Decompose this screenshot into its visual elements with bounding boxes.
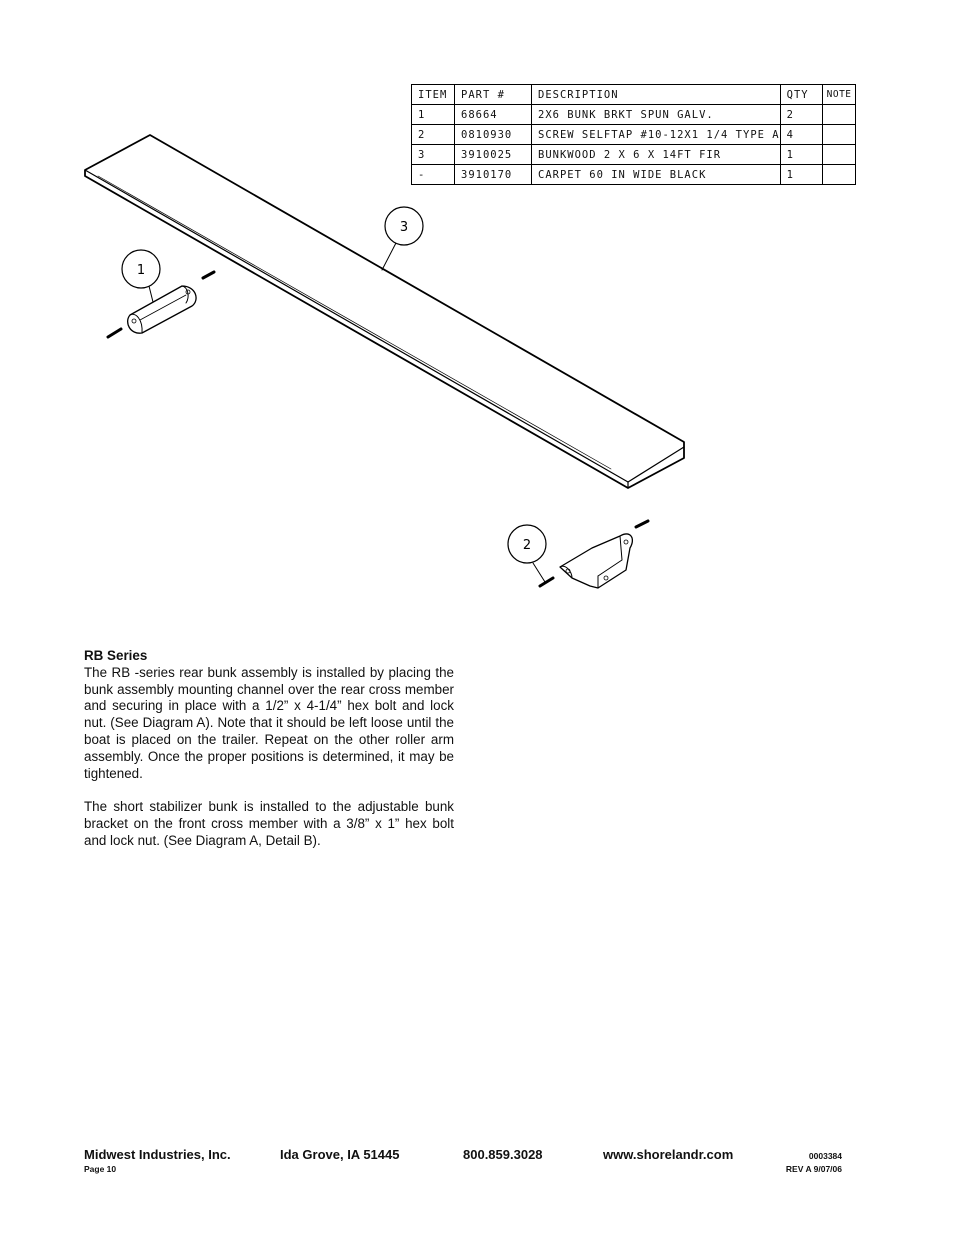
footer-website[interactable]: www.shorelandr.com [603, 1147, 734, 1162]
bracket-right-drawing [560, 534, 632, 588]
row-qty: 1 [780, 165, 822, 185]
row-item: 2 [412, 125, 455, 145]
row-description: BUNKWOOD 2 X 6 X 14FT FIR [532, 145, 781, 165]
callout-label-1: 1 [136, 263, 146, 278]
callout-label-3: 3 [399, 220, 409, 235]
leader-line-3 [382, 241, 397, 270]
paragraph-stabilizer-bunk: The short stabilizer bunk is installed to the adjustable bunk bracket on the front cross member with a 3/8” x 1” hex bolt and lock nut. (See Diagram A, Detail B). [84, 799, 454, 848]
screw-left-upper [203, 272, 214, 278]
section-heading: RB Series [84, 648, 148, 663]
row-description: 2X6 BUNK BRKT SPUN GALV. [532, 105, 781, 125]
footer-city: Ida Grove, IA 51445 [280, 1147, 400, 1162]
row-item: 1 [412, 105, 455, 125]
row-item: 3 [412, 145, 455, 165]
paragraph-rear-bunk: The RB -series rear bunk assembly is installed by placing the bunk assembly mounting channel over the rear cross member and securing in place with a 1/2” x 4-1/4” hex bolt and lock nut. (See Diagram A). Note that it should be left loose until the boat is placed on the trailer. Repeat on the other roller arm assembly. Once the proper positions is determined, it may be tightened. [84, 664, 454, 781]
footer-doc-number: 0003384 [808, 1151, 842, 1161]
header-note: NOTE [822, 85, 855, 105]
screw-right-upper [636, 521, 648, 527]
instructions-text [84, 648, 454, 850]
row-qty: 2 [780, 105, 822, 125]
header-item: ITEM [412, 85, 455, 105]
row-item: - [412, 165, 455, 185]
callout-label-2: 2 [522, 538, 532, 553]
row-description: SCREW SELFTAP #10-12X1 1/4 TYPE A [532, 125, 781, 145]
footer-phone: 800.859.3028 [463, 1147, 543, 1162]
header-qty: QTY [780, 85, 822, 105]
row-qty: 1 [780, 145, 822, 165]
bracket-left-drawing [128, 286, 196, 333]
row-part: 3910025 [455, 145, 532, 165]
row-part: 68664 [455, 105, 532, 125]
header-description: DESCRIPTION [532, 85, 781, 105]
footer-page-number: Page 10 [84, 1164, 117, 1174]
row-part: 0810930 [455, 125, 532, 145]
row-description: CARPET 60 IN WIDE BLACK [532, 165, 781, 185]
screw-right-lower [540, 578, 553, 586]
screw-left-lower [108, 329, 121, 337]
header-part: PART # [455, 85, 532, 105]
leader-line-2 [533, 563, 545, 582]
footer-revision: REV A 9/07/06 [785, 1164, 842, 1174]
row-qty: 4 [780, 125, 822, 145]
footer-company: Midwest Industries, Inc. [84, 1147, 231, 1162]
row-part: 3910170 [455, 165, 532, 185]
